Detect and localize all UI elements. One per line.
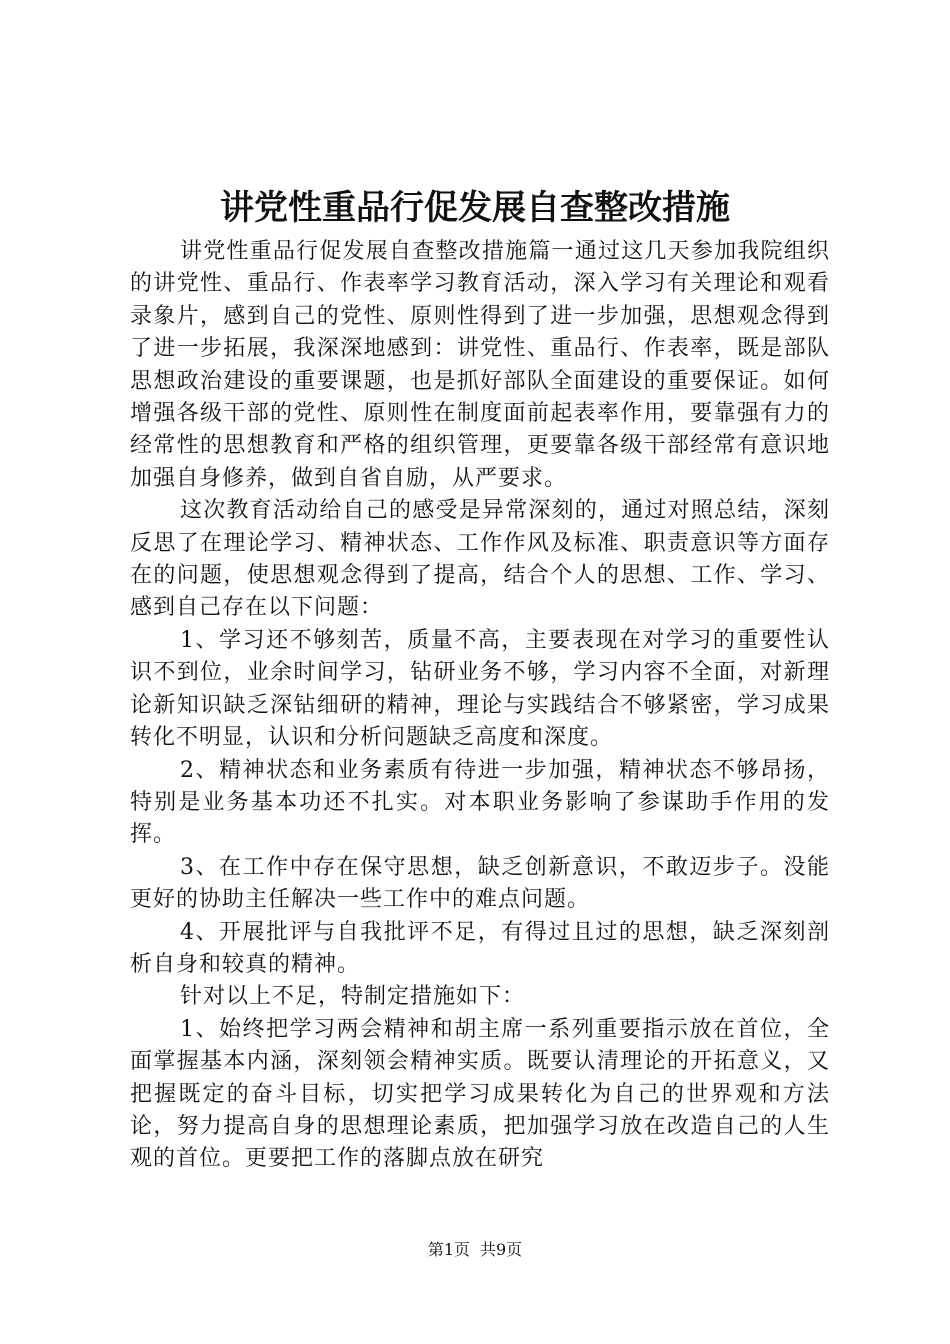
paragraph-problem-1: 1、学习还不够刻苦，质量不高，主要表现在对学习的重要性认识不到位，业余时间学习，钻研业务不够，学习内容不全面，对新理论新知识缺乏深钻细研的精神，理论与实践结合不够紧密，学习成果转化不明显，认识和分析问题缺乏高度和深度。: [130, 627, 830, 751]
document-title: 讲党性重品行促发展自查整改措施: [220, 188, 730, 228]
page-total: 共9页: [480, 1240, 523, 1259]
page-footer: [0, 1238, 950, 1262]
document-body: [130, 236, 830, 1176]
paragraph-measure-1: 1、始终把学习两会精神和胡主席一系列重要指示放在首位，全面掌握基本内涵，深刻领会精神实质。既要认清理论的开拓意义，又把握既定的奋斗目标，切实把学习成果转化为自己的世界观和方法论，努力提高自身的思想理论素质，把加强学习放在改造自己的人生观的首位。更要把工作的落脚点放在研究: [130, 1016, 830, 1172]
paragraph-reflection: 这次教育活动给自己的感受是异常深刻的，通过对照总结，深刻反思了在理论学习、精神状态、工作作风及标准、职责意识等方面存在的问题，使思想观念得到了提高，结合个人的思想、工作、学习、感到自己存在以下问题：: [130, 498, 830, 621]
page-number: 第1页: [427, 1240, 470, 1259]
paragraph-intro: 讲党性重品行促发展自查整改措施篇一通过这几天参加我院组织的讲党性、重品行、作表率学习教育活动，深入学习有关理论和观看录象片，感到自己的党性、原则性得到了进一步加强，思想观念得到了进一步拓展，我深深地感到：讲党性、重品行、作表率，既是部队思想政治建设的重要课题，也是抓好部队全面建设的重要保证。如何增强各级干部的党性、原则性在制度面前起表率作用，要靠强有力的经常性的思想教育和严格的组织管理，更要靠各级干部经常有意识地加强自身修养，做到自省自励，从严要求。: [130, 239, 830, 491]
paragraph-problem-4: 4、开展批评与自我批评不足，有得过且过的思想，缺乏深刻剖析自身和较真的精神。: [130, 919, 830, 977]
paragraph-problem-3: 3、在工作中存在保守思想，缺乏创新意识，不敢迈步子。没能更好的协助主任解决一些工作中的难点问题。: [130, 854, 830, 913]
paragraph-measures-intro: 针对以上不足，特制定措施如下：: [180, 984, 526, 1010]
paragraph-problem-2: 2、精神状态和业务素质有待进一步加强，精神状态不够昂扬，特别是业务基本功还不扎实。对本职业务影响了参谋助手作用的发挥。: [130, 757, 830, 848]
